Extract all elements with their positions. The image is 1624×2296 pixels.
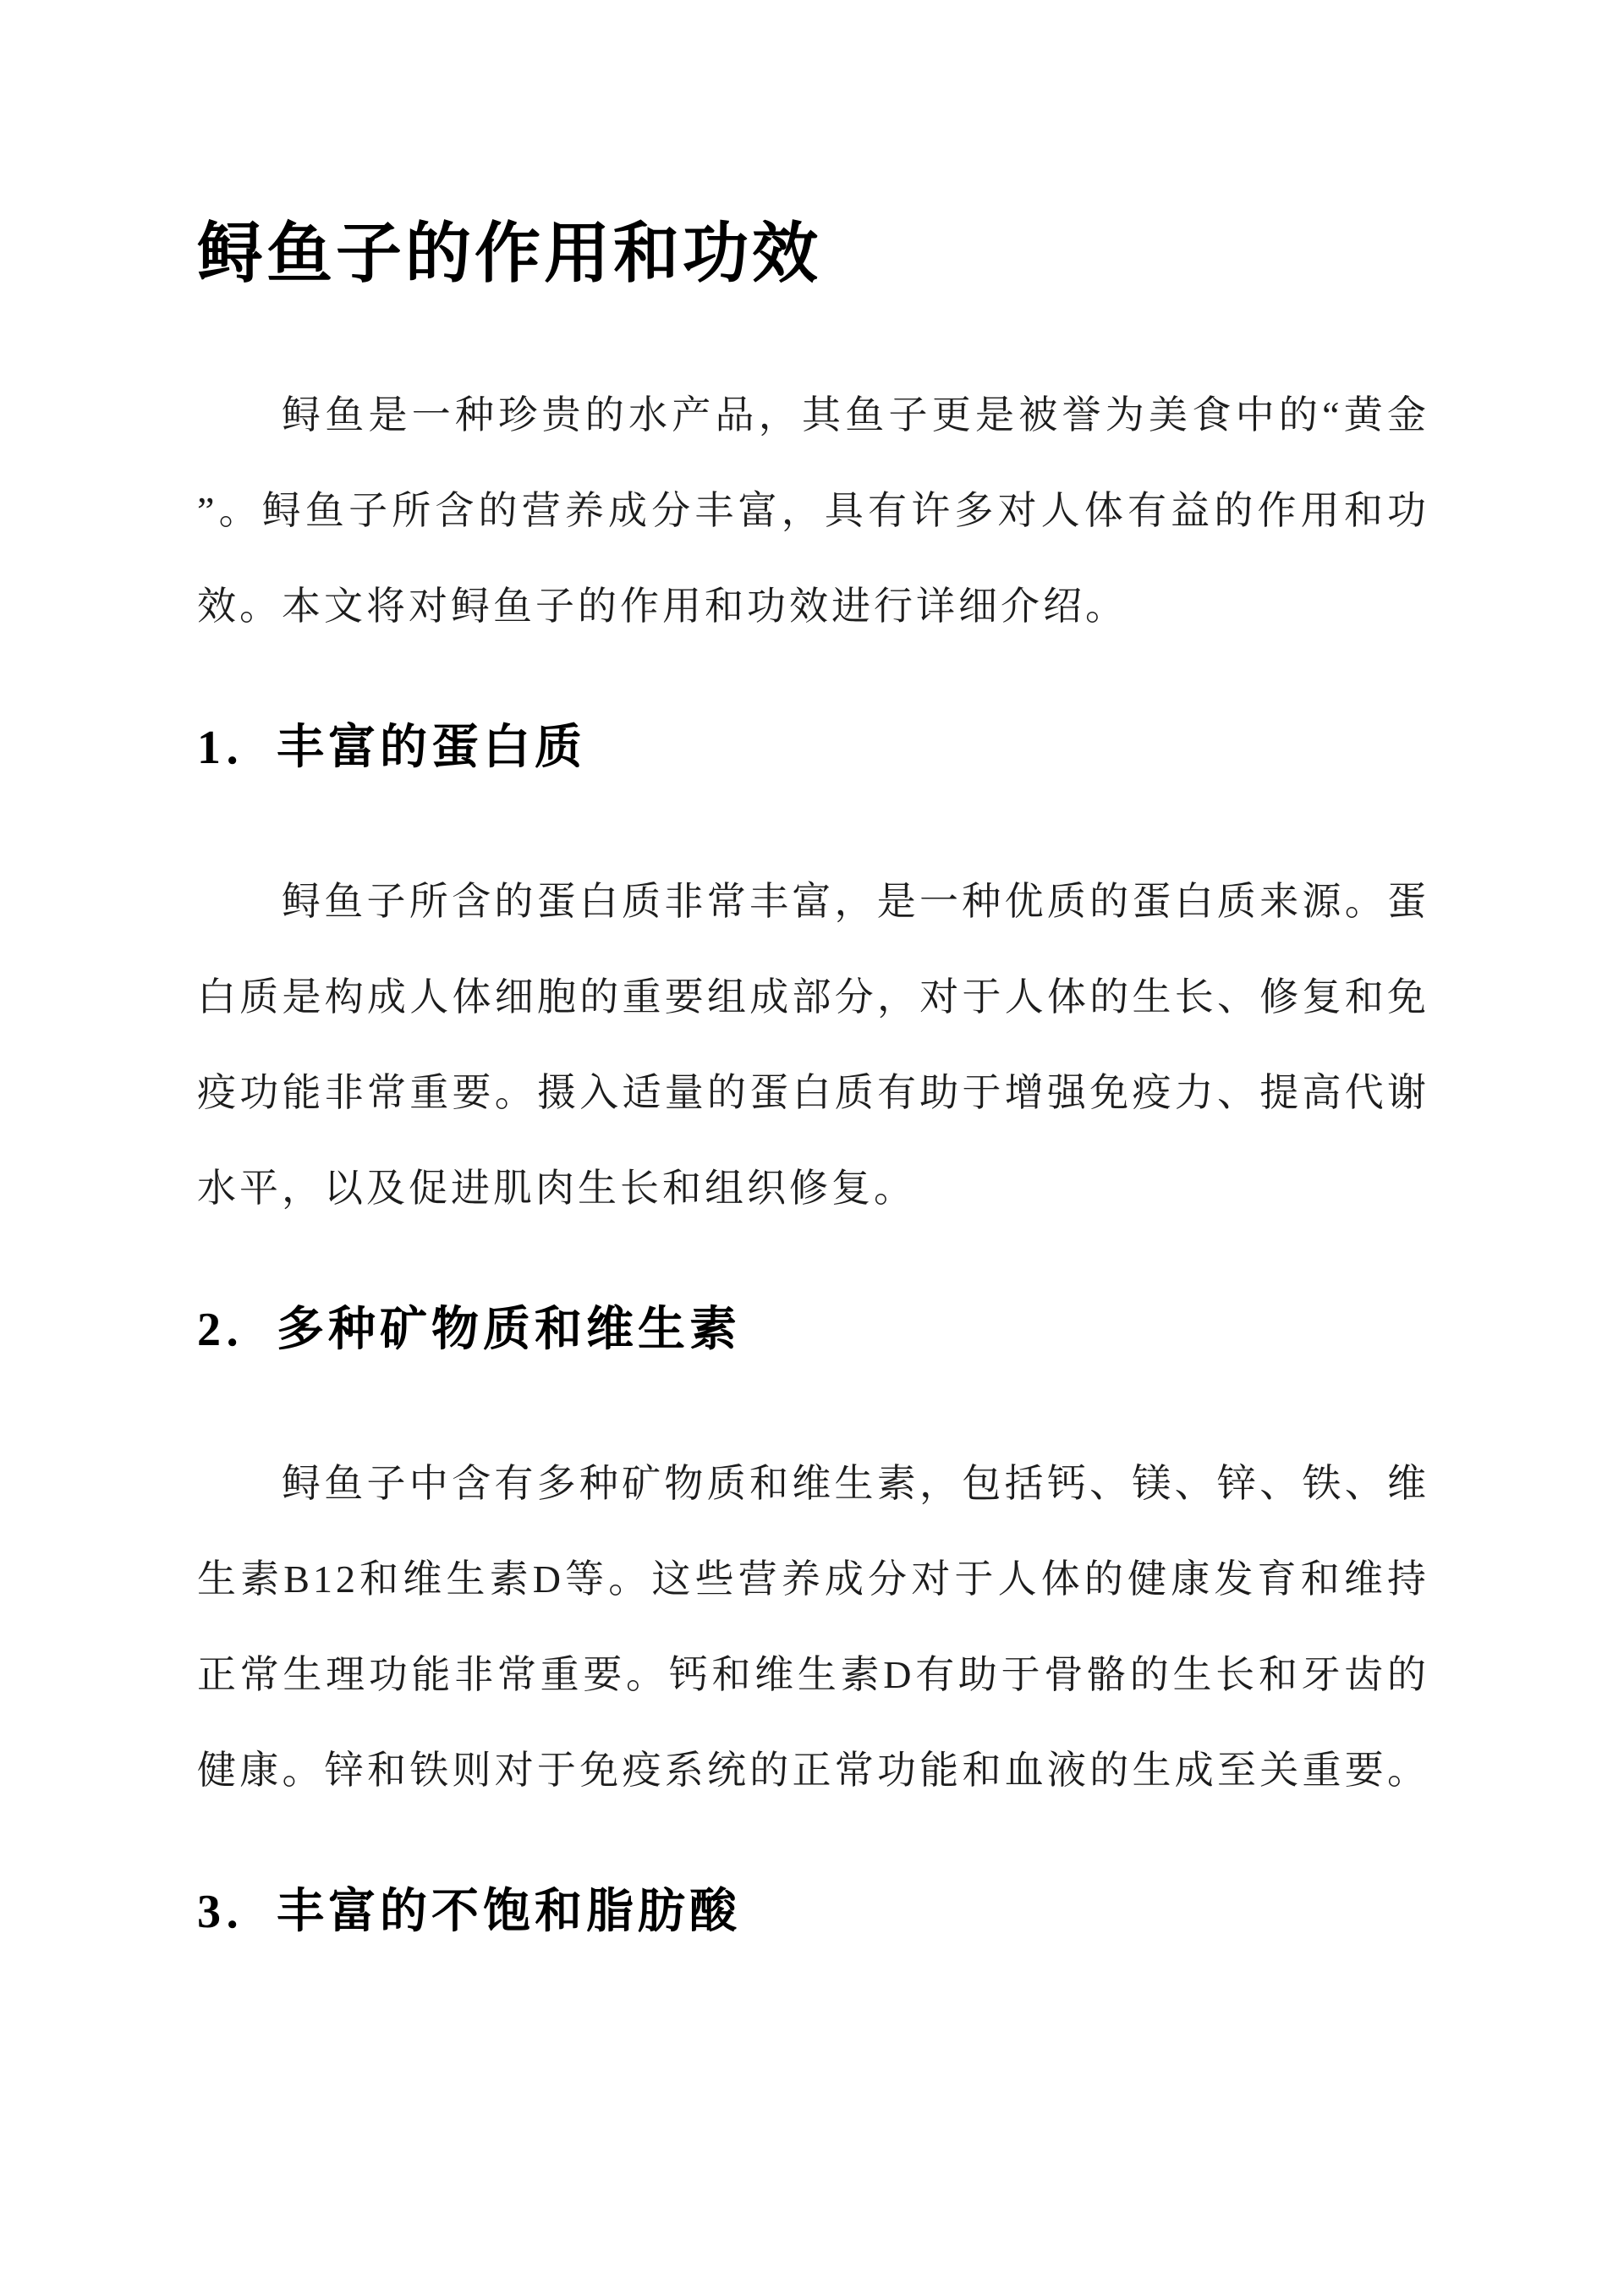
section-heading-2: 2．多种矿物质和维生素 (197, 1304, 741, 1356)
paragraph-line: 鲟鱼子中含有多种矿物质和维生素，包括钙、镁、锌、铁、维 (282, 1462, 1429, 1505)
paragraph-line: 健康。锌和铁则对于免疫系统的正常功能和血液的生成至关重要。 (197, 1749, 1429, 1792)
section-heading-3: 3．丰富的不饱和脂肪酸 (197, 1886, 741, 1938)
section-1-paragraph (197, 854, 1429, 1236)
section-2-paragraph (197, 1436, 1429, 1818)
paragraph-line: 白质是构成人体细胞的重要组成部分，对于人体的生长、修复和免 (197, 975, 1429, 1019)
document-title: 鲟鱼子的作用和功效 (197, 217, 822, 290)
paragraph-line: 生素B12和维生素D等。这些营养成分对于人体的健康发育和维持 (197, 1557, 1429, 1601)
section-heading-1: 1．丰富的蛋白质 (197, 722, 586, 774)
paragraph-line: 鲟鱼是一种珍贵的水产品，其鱼子更是被誉为美食中的“黄金 (282, 393, 1429, 437)
paragraph-line: 正常生理功能非常重要。钙和维生素D有助于骨骼的生长和牙齿的 (197, 1653, 1429, 1696)
paragraph-line: 效。本文将对鲟鱼子的作用和功效进行详细介绍。 (197, 585, 1127, 628)
paragraph-line: 疫功能非常重要。摄入适量的蛋白质有助于增强免疫力、提高代谢 (197, 1071, 1429, 1114)
paragraph-line: ”。鲟鱼子所含的营养成分丰富，具有许多对人体有益的作用和功 (197, 489, 1429, 532)
intro-paragraph (197, 367, 1429, 654)
paragraph-line: 鲟鱼子所含的蛋白质非常丰富，是一种优质的蛋白质来源。蛋 (282, 880, 1429, 923)
paragraph-line: 水平，以及促进肌肉生长和组织修复。 (197, 1167, 916, 1210)
